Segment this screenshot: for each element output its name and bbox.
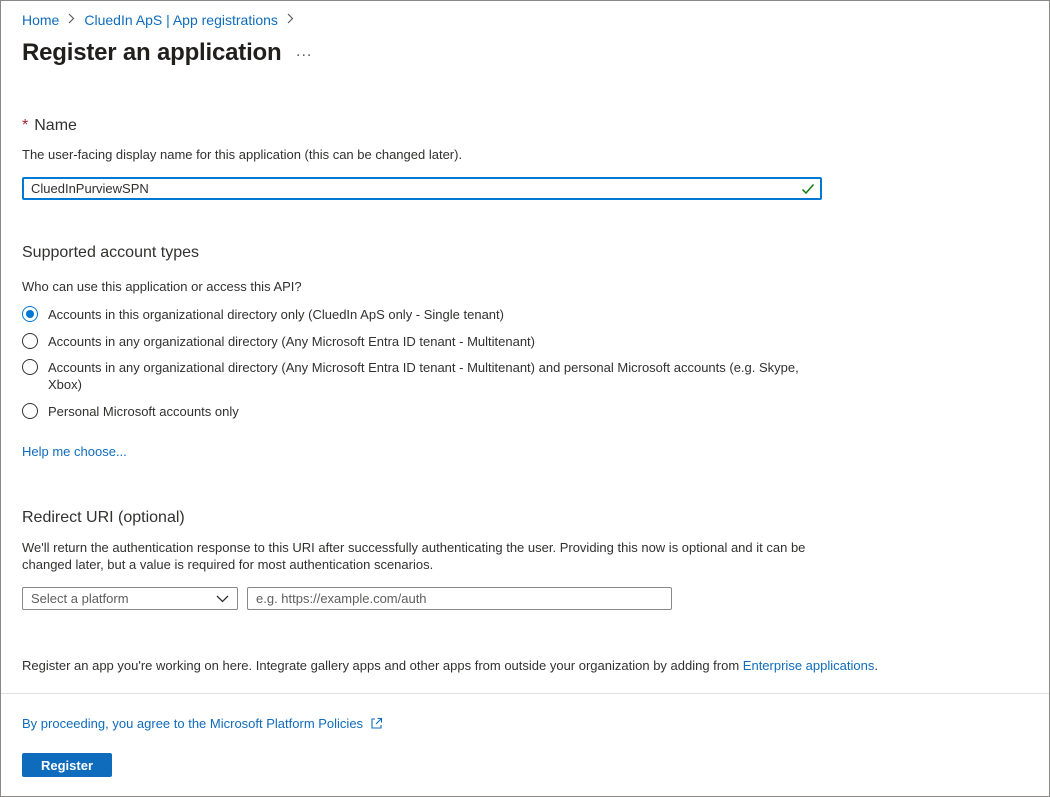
chevron-down-icon xyxy=(216,591,229,606)
help-me-choose-link[interactable]: Help me choose... xyxy=(22,444,127,459)
divider xyxy=(1,693,1049,694)
radio-option-label: Accounts in any organizational directory (Any Microsoft Entra ID tenant - Multitenant) xyxy=(48,334,535,349)
radio-option-label: Personal Microsoft accounts only xyxy=(48,404,239,419)
breadcrumb xyxy=(22,12,303,28)
radio-option-label: Accounts in this organizational directory only (CluedIn ApS only - Single tenant) xyxy=(48,307,504,322)
required-marker: * xyxy=(22,117,29,134)
register-note xyxy=(22,658,878,673)
name-description: The user-facing display name for this application (this can be changed later). xyxy=(22,147,463,162)
radio-option-single-tenant[interactable] xyxy=(22,306,808,323)
radio-option-personal-only[interactable] xyxy=(22,403,808,420)
name-input[interactable] xyxy=(22,177,822,200)
chevron-right-icon xyxy=(68,13,75,27)
radio-button[interactable] xyxy=(22,333,38,349)
redirect-uri-label: Redirect URI (optional) xyxy=(22,509,185,526)
register-button[interactable]: Register xyxy=(22,753,112,777)
radio-button[interactable] xyxy=(22,359,38,375)
more-icon[interactable]: ... xyxy=(296,43,313,60)
register-note-suffix: . xyxy=(874,658,878,673)
redirect-uri-input[interactable] xyxy=(247,587,672,610)
breadcrumb-home[interactable]: Home xyxy=(22,12,60,28)
platform-select[interactable] xyxy=(22,587,238,610)
platform-policies-link[interactable]: By proceeding, you agree to the Microsoft Platform Policies xyxy=(22,716,364,731)
name-label xyxy=(22,117,77,135)
account-types-question: Who can use this application or access this API? xyxy=(22,279,302,294)
redirect-uri-description: We'll return the authentication response to this URI after successfully authenticating the user. Providing this now is optional and it can be changed later, but a value is required for most authentication scenarios. xyxy=(22,540,806,572)
chevron-right-icon xyxy=(287,13,294,27)
name-label-text: Name xyxy=(34,117,77,134)
radio-button[interactable] xyxy=(22,403,38,419)
enterprise-applications-link[interactable]: Enterprise applications xyxy=(742,658,875,673)
radio-option-multitenant[interactable] xyxy=(22,333,808,350)
page-title: Register an application xyxy=(22,39,282,66)
policy-link-row[interactable] xyxy=(22,716,383,731)
radio-option-label: Accounts in any organizational directory (Any Microsoft Entra ID tenant - Multitenant) and personal Microsoft accounts (e.g. Skype, Xbox) xyxy=(48,360,799,392)
breadcrumb-app-registrations[interactable]: CluedIn ApS | App registrations xyxy=(84,12,278,28)
redirect-uri-placeholder: e.g. https://example.com/auth xyxy=(256,591,427,606)
external-link-icon xyxy=(370,717,383,730)
register-note-text: Register an app you're working on here. Integrate gallery apps and other apps from outside your organization by adding from xyxy=(22,658,743,673)
platform-select-placeholder: Select a platform xyxy=(31,591,129,606)
name-input-value: CluedInPurviewSPN xyxy=(31,181,149,196)
account-types-label: Supported account types xyxy=(22,244,200,261)
checkmark-icon xyxy=(801,182,815,199)
radio-option-multitenant-personal[interactable] xyxy=(22,359,808,393)
radio-button-selected[interactable] xyxy=(22,306,38,322)
